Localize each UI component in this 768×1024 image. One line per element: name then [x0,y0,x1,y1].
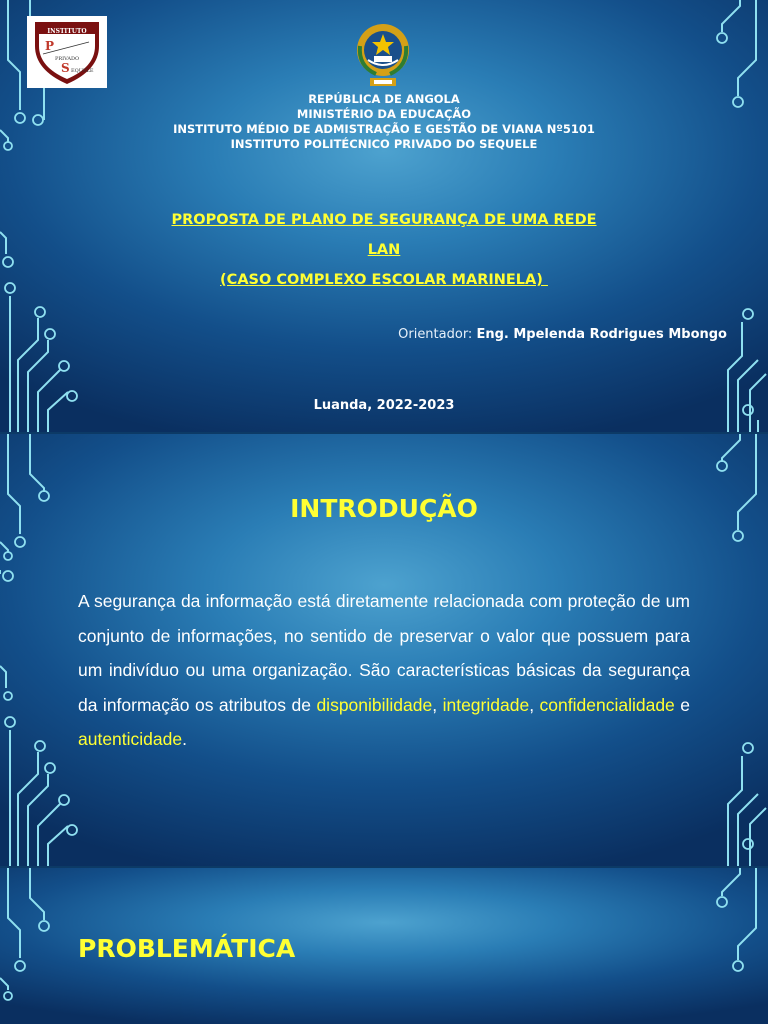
svg-text:EQUELE: EQUELE [71,68,94,74]
body-text: , [432,694,443,715]
slide-introduction [0,434,768,866]
place-date: Luanda, 2022-2023 [313,398,455,413]
title-line: PROPOSTA DE PLANO DE SEGURANÇA DE UMA REDE [171,212,597,228]
school-crest-logo [27,16,107,88]
header-line: MINISTÉRIO DA EDUCAÇÃO [296,107,472,121]
slide-title [0,0,768,432]
header-line: REPÚBLICA DE ANGOLA [308,92,460,106]
body-text: , [529,694,540,715]
keyword-availability: disponibilidade [316,694,433,715]
slide-problematic [0,868,768,1024]
angola-coat-of-arms-icon [350,16,416,92]
institution-header [0,92,768,152]
svg-text:S: S [61,61,70,75]
circuit-decoration-right [678,868,768,1024]
introduction-paragraph [78,584,690,757]
svg-text:INSTITUTO: INSTITUTO [47,28,87,35]
slide-title: PROBLEMÁTICA [78,934,296,963]
advisor-name: Eng. Mpelenda Rodrigues Mbongo [476,327,727,342]
body-text: A segurança da informação está diretamente relacionada com proteção de um conjunto de informações, no sentido de preservar o valor que possuem para um indivíduo ou uma organização. São características básicas da segurança da informação os atributos de [78,591,690,715]
circuit-decoration-left [0,868,90,1024]
keyword-authenticity: autenticidade [78,729,183,749]
keyword-integrity: integridade [442,694,530,715]
advisor-line [398,327,727,342]
header-line: INSTITUTO MÉDIO DE ADMISTRAÇÃO E GESTÃO DE VIANA Nº5101 [173,122,595,136]
title-line: LAN [367,242,401,258]
body-text: . [182,729,187,749]
svg-text:PRIVADO: PRIVADO [55,56,80,62]
advisor-label: Orientador: [398,327,473,342]
slide-title: INTRODUÇÃO [290,494,478,523]
svg-text:P: P [45,39,55,53]
title-line: (CASO COMPLEXO ESCOLAR MARINELA) [220,272,548,288]
keyword-confidentiality: confidencialidade [539,694,675,715]
header-line: INSTITUTO POLITÉCNICO PRIVADO DO SEQUELE [230,137,538,151]
presentation-title [0,205,768,295]
body-text: e [674,694,690,715]
